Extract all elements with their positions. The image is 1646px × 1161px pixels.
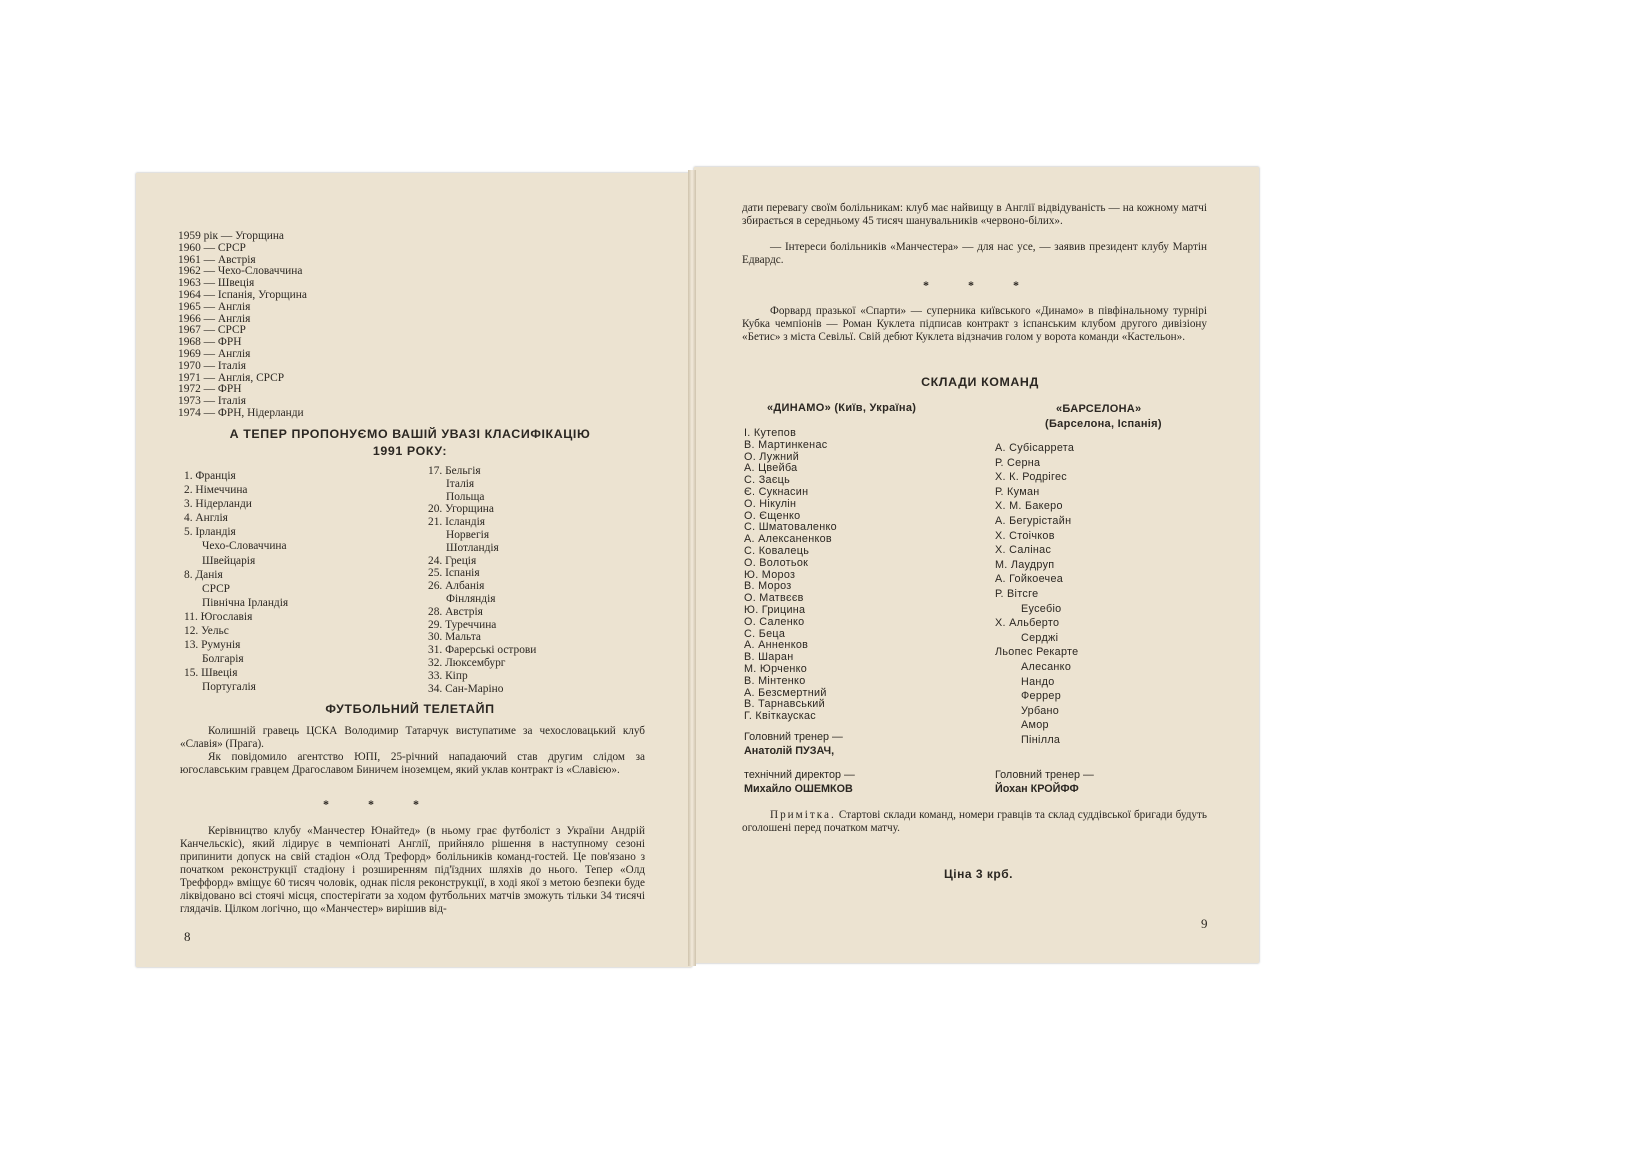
- dynamo-player: О. Волотьок: [744, 556, 809, 569]
- classification-heading-year: 1991 РОКУ:: [372, 444, 448, 458]
- dynamo-player: Ю. Мороз: [744, 568, 796, 581]
- barcelona-coach-label: Головний тренер —: [995, 769, 1094, 781]
- ranking-item: Північна Ірландія: [202, 596, 289, 609]
- ranking-item: 28. Австрія: [428, 605, 483, 618]
- ranking-item: 1. Франція: [184, 470, 236, 482]
- ranking-list-2: [428, 465, 648, 695]
- barcelona-player: Амор: [1021, 719, 1049, 732]
- ranking-item: 4. Англія: [184, 512, 228, 525]
- dynamo-player: А. Цвейба: [744, 462, 798, 475]
- dynamo-lineup: [744, 428, 964, 723]
- year-winner-item: 1968 — ФРН: [178, 336, 242, 349]
- year-winner-item: 1963 — Швеція: [178, 277, 255, 290]
- year-winner-item: 1972 — ФРН: [178, 383, 242, 396]
- ranking-item: Шотландія: [446, 541, 499, 554]
- barcelona-player: Пінілла: [1021, 733, 1061, 746]
- ranking-item: 20. Угорщина: [428, 503, 494, 516]
- ranking-item: 8. Данія: [184, 568, 223, 581]
- section-divider-stars: * * *: [923, 278, 1037, 292]
- barcelona-player: А. Бегурістайн: [995, 514, 1072, 527]
- dynamo-player: М. Юрченко: [744, 662, 808, 675]
- dynamo-player: О. Саленко: [744, 615, 805, 628]
- dynamo-player: О. Лужний: [744, 450, 800, 463]
- dynamo-player: Є. Сукнасин: [744, 485, 809, 498]
- ranking-item: 12. Уельс: [184, 625, 229, 638]
- classification-heading: А ТЕПЕР ПРОПОНУЄМО ВАШІЙ УВАЗІ КЛАСИФІКАЦІЮ: [229, 427, 591, 441]
- ranking-item: Італія: [446, 477, 475, 490]
- note-label: Примітка.: [770, 809, 836, 821]
- year-winner-item: 1971 — Англія, СРСР: [178, 371, 285, 384]
- dynamo-player: С. Ковалець: [744, 544, 810, 557]
- kukleta-paragraph: Форвард празької «Спарти» — суперника київського «Динамо» в півфінальному турнірі Кубка чемпіонів — Роман Куклета підписав контракт з іспанським клубом другого дивізіону «Бетис» з міста Севільї. Свій дебют Куклета відзначив голом у ворота команди «Кастельон».: [742, 305, 1207, 343]
- barcelona-player: Феррер: [1021, 690, 1062, 703]
- barcelona-player: Еусебіо: [1021, 602, 1062, 615]
- dynamo-director-block: [744, 768, 855, 796]
- team-dynamo-name: «ДИНАМО» (Київ, Україна): [767, 402, 917, 414]
- barcelona-player: Льопес Рекарте: [995, 646, 1079, 659]
- ranking-item: Болгарія: [202, 653, 244, 666]
- ranking-item: 30. Мальта: [428, 631, 481, 644]
- dynamo-coach-name: Анатолій ПУЗАЧ,: [744, 745, 835, 757]
- ranking-item: Чехо-Словаччина: [202, 540, 287, 553]
- ranking-item: 31. Фарерські острови: [428, 644, 537, 657]
- barcelona-lineup: [995, 441, 1215, 747]
- barcelona-player: Р. Серна: [995, 456, 1041, 469]
- year-winner-item: 1967 — СРСР: [178, 324, 246, 337]
- year-winner-item: 1973 — Італія: [178, 395, 247, 408]
- dynamo-player: А. Безсмертний: [744, 686, 827, 699]
- team-barcelona-city: (Барселона, Іспанія): [1045, 418, 1162, 430]
- dynamo-player: В. Тарнавський: [744, 698, 825, 711]
- teletype-paragraph-1: Колишній гравець ЦСКА Володимир Татарчук виступатиме за чехословацький клуб «Славія» (Прага).: [180, 725, 645, 750]
- barcelona-player: Р. Куман: [995, 485, 1040, 498]
- ranking-item: Швейцарія: [202, 554, 256, 567]
- ranking-item: 24. Греція: [428, 554, 477, 567]
- ranking-item: Польща: [446, 490, 485, 503]
- year-winner-item: 1959 рік — Угорщина: [178, 230, 284, 242]
- president-quote: — Інтереси болільників «Манчестера» — для нас усе, — заявив президент клубу Мартін Едвардс.: [742, 241, 1207, 266]
- dynamo-player: А. Алексаненков: [744, 533, 832, 546]
- ranking-item: 5. Ірландія: [184, 526, 236, 539]
- years-list-1: [178, 231, 438, 420]
- ranking-item: 29. Туреччина: [428, 618, 497, 631]
- price: Ціна 3 крб.: [944, 867, 1013, 881]
- dynamo-player: С. Шматоваленко: [744, 521, 837, 534]
- dynamo-player: В. Шаран: [744, 651, 794, 664]
- barcelona-player: Х. М. Бакеро: [995, 500, 1063, 513]
- barcelona-player: Нандо: [1021, 675, 1055, 688]
- teletype-paragraph-3: Керівництво клубу «Манчестер Юнайтед» (в ньому грає футболіст з України Андрій Канчельскіс), який лідирує в чемпіонаті Англії, прийняло рішення в наступному сезоні припинити допуск на свій стадіон «Олд Трефорд» болільників команд-гостей. Це пов'язано з початком реконструкції стадіону і розширенням під'їздних шляхів до нього. Тепер «Олд Треффорд» вміщує 60 тисяч чоловік, однак після реконструкції, в ході якої з метою безпеки буде ліквідовано всі стоячі місця, спостерігати за ходом футбольних матчів зможуть тільки 34 тисячі глядачів. Цілком логічно, що «Манчестер» вирішив від-: [180, 825, 645, 915]
- ranking-item: 17. Бельгія: [428, 465, 481, 477]
- dynamo-player: І. Кутепов: [744, 427, 797, 439]
- ranking-item: 11. Югославія: [184, 610, 253, 623]
- barcelona-player: Урбано: [1021, 704, 1060, 717]
- dynamo-player: Г. Квіткаускас: [744, 710, 816, 723]
- ranking-item: 34. Сан-Маріно: [428, 682, 504, 695]
- ranking-item: 32. Люксембург: [428, 656, 506, 669]
- barcelona-player: А. Субісаррета: [995, 442, 1075, 454]
- dynamo-player: В. Мороз: [744, 580, 792, 593]
- barcelona-player: Х. Салінас: [995, 544, 1052, 557]
- year-winner-item: 1974 — ФРН, Нідерланди: [178, 406, 304, 419]
- barcelona-player: Х. Альберто: [995, 617, 1060, 630]
- barcelona-player: Х. К. Родрігес: [995, 471, 1067, 484]
- ranking-item: 13. Румунія: [184, 639, 241, 652]
- barcelona-player: Х. Стоічков: [995, 529, 1055, 542]
- dynamo-coach-label: Головний тренер —: [744, 731, 843, 743]
- ranking-item: СРСР: [202, 582, 231, 595]
- dynamo-player: О. Нікулін: [744, 497, 797, 510]
- continued-paragraph: дати перевагу своїм болільникам: клуб має найвищу в Англії відвідуваність — на кожному матчі збирається в середньому 45 тисяч шанувальників «червоно-білих».: [742, 202, 1207, 227]
- year-winner-item: 1970 — Італія: [178, 359, 247, 372]
- barcelona-player: Алесанко: [1021, 660, 1072, 673]
- dynamo-player: С. Заєць: [744, 474, 791, 487]
- barcelona-player: А. Гойкоечеа: [995, 573, 1064, 586]
- ranking-item: 2. Німеччина: [184, 484, 248, 497]
- page-gutter: [688, 170, 696, 966]
- barcelona-coach-block: [995, 768, 1094, 796]
- year-winner-item: 1962 — Чехо-Словаччина: [178, 265, 303, 278]
- dynamo-coach-block: [744, 730, 843, 758]
- year-winner-item: 1965 — Англія: [178, 300, 251, 313]
- ranking-item: 21. Ісландія: [428, 516, 485, 529]
- year-winner-item: 1964 — Іспанія, Угорщина: [178, 288, 307, 301]
- note-text: Стартові склади команд, номери гравців та склад суддівської бригади будуть оголошені перед початком матчу.: [742, 809, 1207, 834]
- dynamo-director-name: Михайло ОШЕМКОВ: [744, 783, 853, 795]
- section-divider-stars: * * *: [323, 797, 437, 811]
- dynamo-player: С. Беца: [744, 627, 786, 640]
- lineups-heading: СКЛАДИ КОМАНД: [921, 375, 1039, 389]
- dynamo-director-label: технічний директор —: [744, 769, 855, 781]
- barcelona-player: Р. Вітсге: [995, 587, 1039, 600]
- dynamo-player: Ю. Грицина: [744, 603, 806, 616]
- teletype-heading: ФУТБОЛЬНИЙ ТЕЛЕТАЙП: [325, 702, 495, 716]
- year-winner-item: 1969 — Англія: [178, 347, 251, 360]
- dynamo-player: В. Мартинкенас: [744, 438, 828, 451]
- barcelona-player: Серджі: [1021, 631, 1059, 644]
- team-barcelona-name: «БАРСЕЛОНА»: [1056, 403, 1142, 415]
- ranking-item: Фінляндія: [446, 592, 496, 605]
- ranking-item: 33. Кіпр: [428, 669, 468, 682]
- page-number-right: 9: [1201, 916, 1208, 931]
- lineup-note: [742, 809, 1207, 835]
- year-winner-item: 1966 — Англія: [178, 312, 251, 325]
- ranking-item: Португалія: [202, 681, 256, 694]
- dynamo-player: В. Мінтенко: [744, 674, 806, 687]
- dynamo-player: О. Матвєєв: [744, 592, 804, 605]
- barcelona-coach-name: Йохан КРОЙФФ: [995, 783, 1079, 795]
- dynamo-player: А. Анненков: [744, 639, 809, 652]
- ranking-item: 3. Нідерланди: [184, 498, 252, 511]
- year-winner-item: 1961 — Австрія: [178, 253, 256, 266]
- barcelona-player: М. Лаудруп: [995, 558, 1055, 571]
- ranking-item: 25. Іспанія: [428, 567, 480, 580]
- ranking-list-1: [184, 469, 404, 695]
- ranking-item: Норвегія: [446, 528, 490, 541]
- ranking-item: 26. Албанія: [428, 580, 485, 593]
- page-number-left: 8: [184, 929, 191, 944]
- ranking-item: 15. Швеція: [184, 667, 238, 680]
- dynamo-player: О. Єщенко: [744, 509, 801, 522]
- teletype-paragraph-2: Як повідомило агентство ЮПІ, 25-річний нападаючий став другим слідом за югославським гравцем Драгославом Биничем іноземцем, який уклав контракт із «Славією».: [180, 751, 645, 776]
- year-winner-item: 1960 — СРСР: [178, 241, 246, 254]
